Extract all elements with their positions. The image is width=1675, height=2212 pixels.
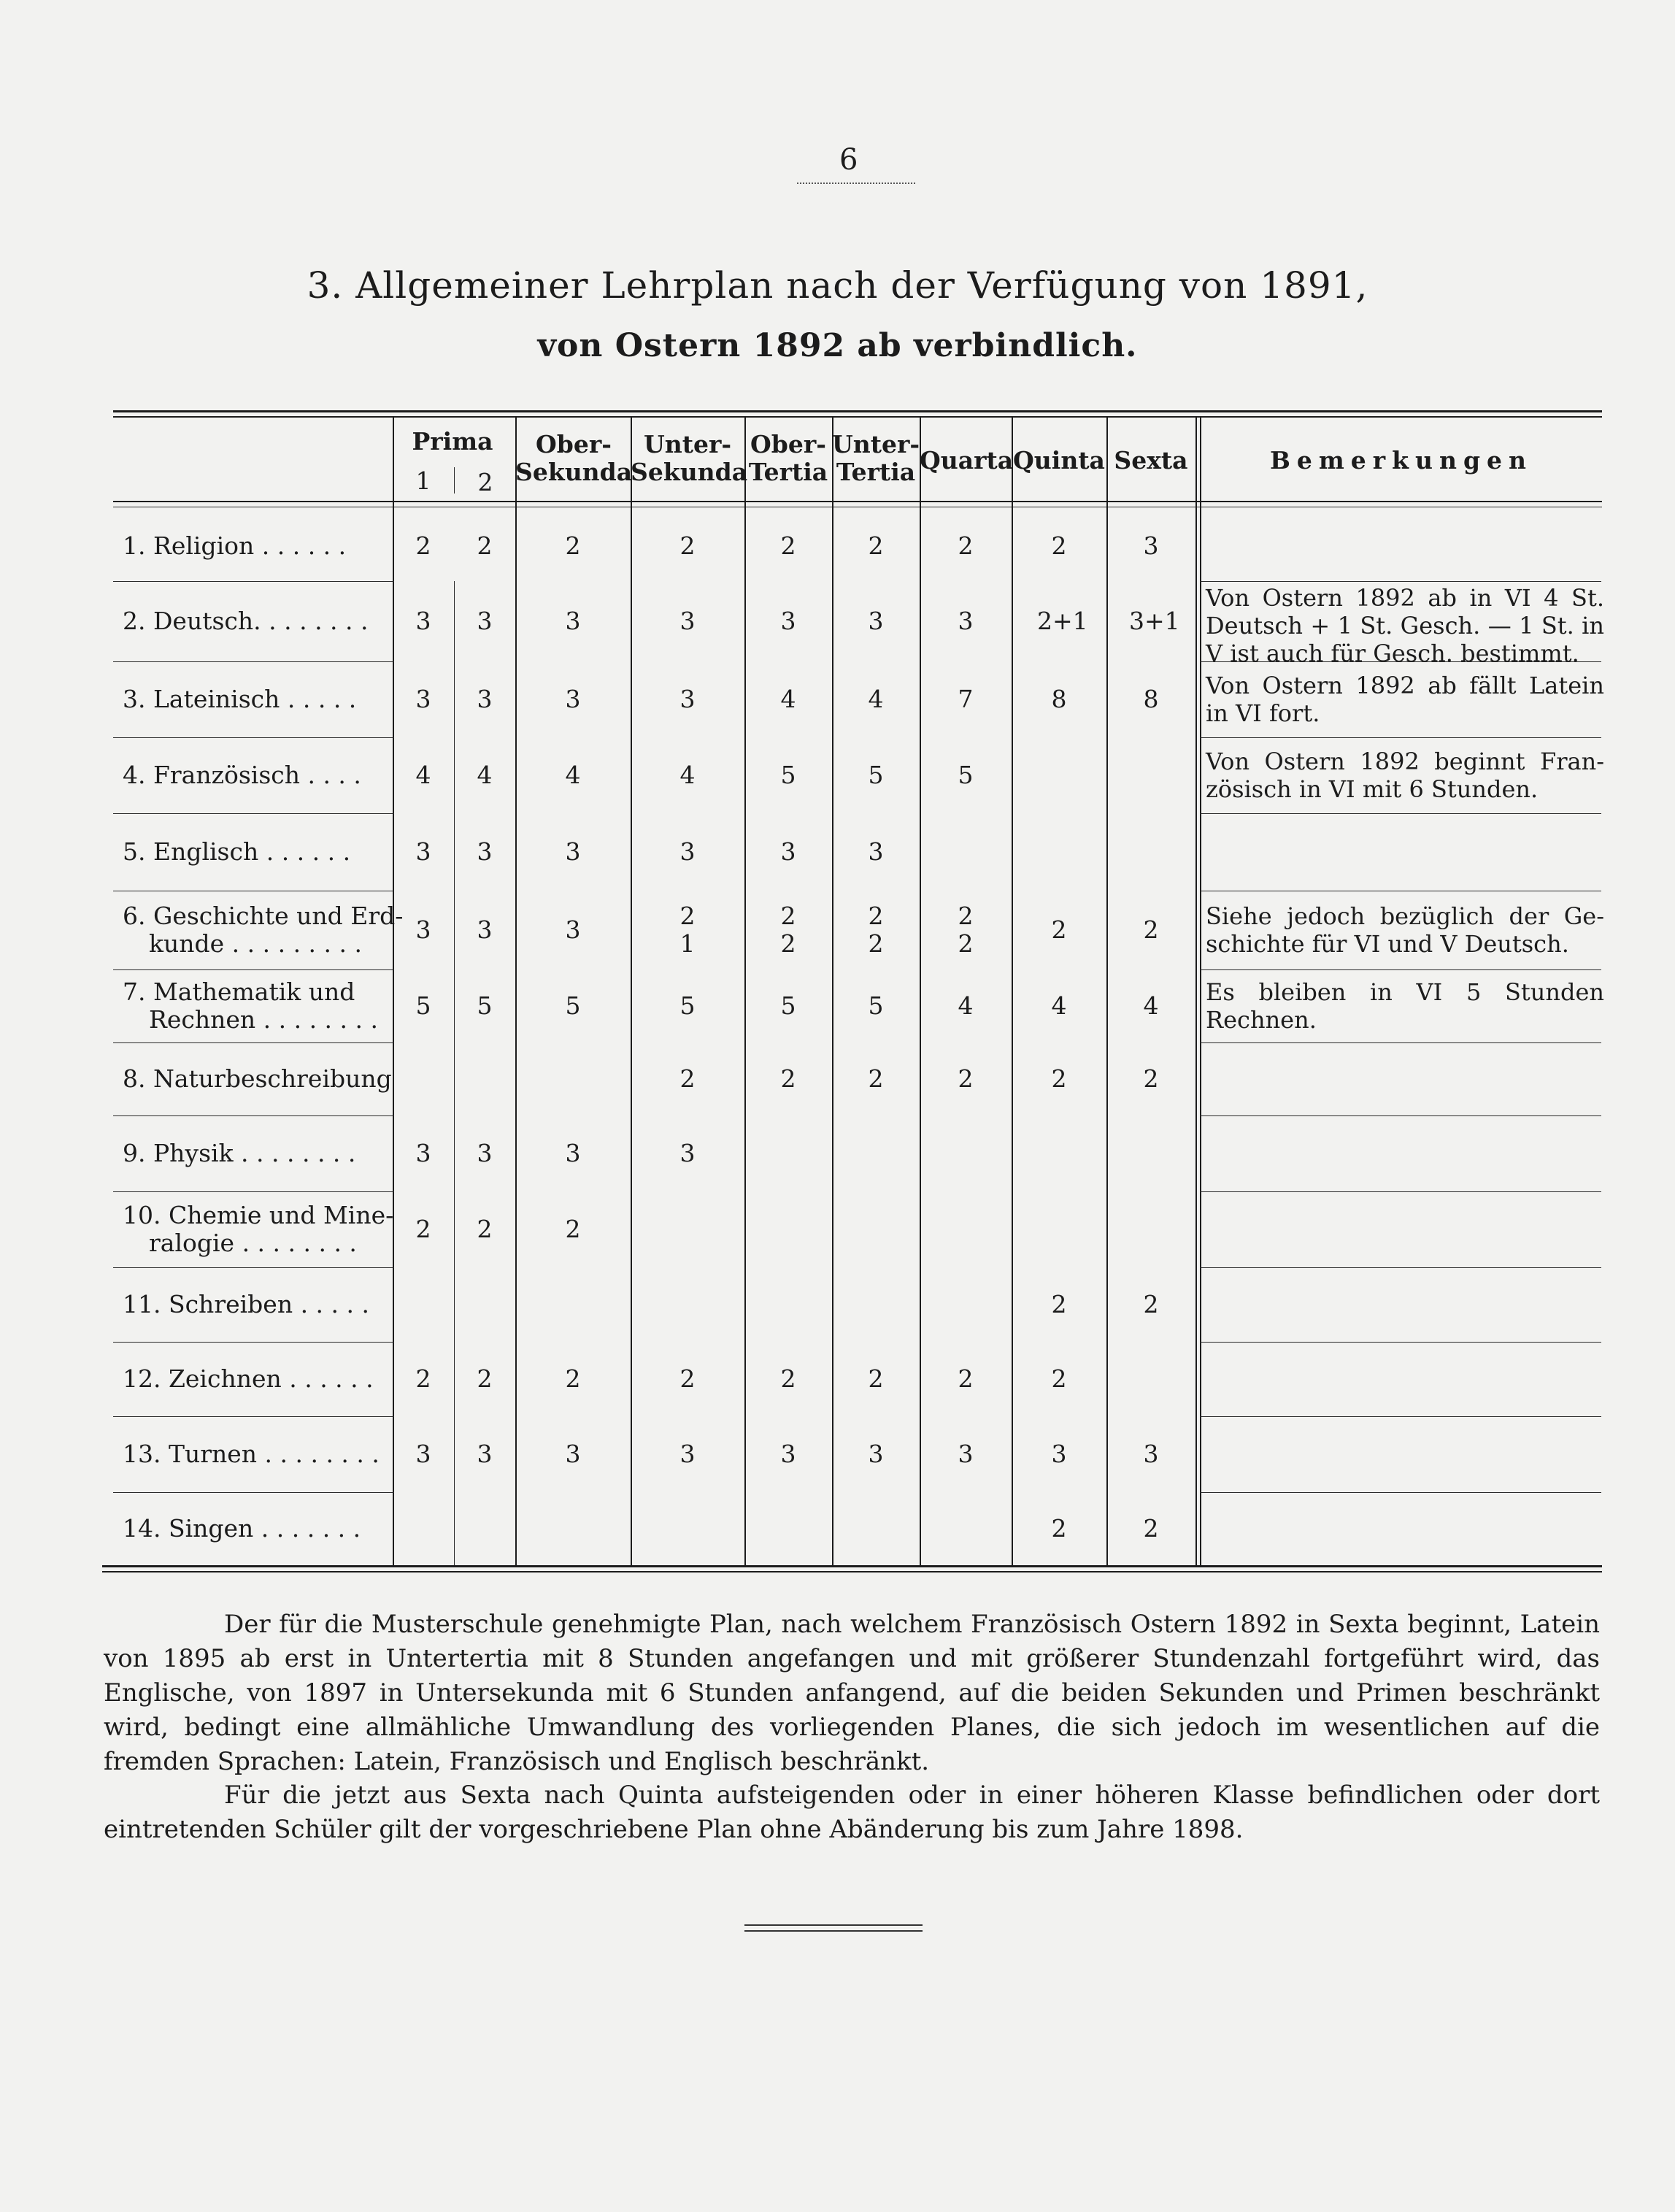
hours-value: 3 — [565, 685, 581, 713]
header-untersekunda-line2: Sekunda — [631, 458, 748, 486]
hours-value: 3 — [477, 837, 493, 866]
hours-value: 3 — [477, 1440, 493, 1468]
hours-value: 2 — [1051, 531, 1067, 560]
hours-value: 5 — [565, 991, 581, 1020]
hours-value: 2 — [868, 1364, 884, 1393]
header-bottom-rule — [113, 501, 1602, 502]
hours-value: 3 — [415, 837, 431, 866]
subject-label — [123, 1202, 393, 1257]
subject-label — [123, 1365, 374, 1393]
row-rule — [113, 581, 394, 582]
subject-label — [123, 532, 346, 560]
hours-value: 3 — [958, 1440, 974, 1468]
hours-value: 2 — [565, 531, 581, 560]
header-prima: Prima — [412, 427, 493, 456]
row-rule — [113, 1342, 394, 1343]
hours-value: 5 — [477, 991, 493, 1020]
subject-label-line: 7. Mathematik und — [123, 978, 355, 1006]
hours-value: 2 — [1051, 1064, 1067, 1093]
subject-label — [123, 761, 361, 789]
hours-value: 2 — [780, 1064, 796, 1093]
header-untertertia — [832, 431, 920, 486]
hours-value: 2 — [868, 1064, 884, 1093]
hours-value: 4 — [868, 685, 884, 713]
hours-value: 2 — [780, 531, 796, 560]
subject-label-line: 2. Deutsch. . . . . . . . — [123, 607, 369, 635]
subject-label — [123, 1440, 380, 1468]
header-untertertia-line2: Tertia — [836, 458, 916, 486]
hours-value: 2 — [477, 1364, 493, 1393]
row-rule — [113, 1416, 394, 1417]
hours-value: 2 — [415, 1364, 431, 1393]
remark-line: V ist auch für Gesch. bestimmt. — [1206, 640, 1579, 667]
hours-value: 4 — [958, 991, 974, 1020]
hours-value: 2 — [415, 1215, 431, 1243]
header-quinta: Quinta — [1013, 446, 1105, 475]
hours-value: 5 — [415, 991, 431, 1020]
subject-label-line: 8. Naturbeschreibung — [123, 1064, 392, 1093]
subject-label-line: 4. Französisch . . . . — [123, 761, 361, 789]
hours-value: 5 — [868, 761, 884, 789]
subject-label-line: Rechnen . . . . . . . . — [149, 1005, 378, 1034]
hours-value: 8 — [1143, 685, 1159, 713]
row-rule — [113, 1191, 394, 1192]
table-bottom-rule-2 — [102, 1571, 1602, 1572]
hours-value: 3 — [565, 837, 581, 866]
hours-value: 2 — [477, 531, 493, 560]
hours-value: 8 — [1051, 685, 1067, 713]
hours-value: 2 — [477, 1215, 493, 1243]
remark-line: zösisch in VI mit 6 Stunden. — [1206, 775, 1539, 803]
hours-value: 3 — [679, 607, 696, 635]
hours-value: 2 — [565, 1364, 581, 1393]
hours-value: 3 — [679, 1440, 696, 1468]
row-rule-remarks — [1200, 1492, 1601, 1493]
hours-value: 2 1 — [679, 902, 696, 958]
hours-value: 3 — [679, 685, 696, 713]
header-obersekunda-line2: Sekunda — [515, 458, 633, 486]
hours-value: 3 — [477, 1139, 493, 1167]
row-rule — [113, 969, 394, 970]
row-rule-remarks — [1200, 969, 1601, 970]
remark-line: Von Ostern 1892 beginnt Fran- — [1206, 748, 1604, 775]
header-obersekunda — [515, 431, 632, 486]
row-rule-remarks — [1200, 661, 1601, 662]
hours-value: 5 — [780, 991, 796, 1020]
row-rule-remarks — [1200, 581, 1601, 582]
col-line-untertertia — [832, 418, 833, 1565]
hours-value: 3 — [415, 1139, 431, 1167]
hours-value: 4 — [415, 761, 431, 789]
hours-value: 2+1 — [1037, 607, 1088, 635]
hours-value: 3 — [780, 837, 796, 866]
hours-value: 2 — [1051, 1290, 1067, 1318]
table-top-rule-2 — [113, 416, 1602, 418]
hours-value: 3 — [1051, 1440, 1067, 1468]
header-untersekunda-line1: Unter- — [643, 430, 732, 458]
row-rule-remarks — [1200, 1267, 1601, 1268]
header-obertertia — [744, 431, 832, 486]
hours-value: 2 2 — [958, 902, 974, 958]
hours-value: 3 — [780, 1440, 796, 1468]
header-obersekunda-line1: Ober- — [536, 430, 612, 458]
row-rule — [113, 737, 394, 738]
row-rule-remarks — [1200, 1115, 1601, 1116]
hours-value: 3 — [415, 1440, 431, 1468]
subject-label-line: 5. Englisch . . . . . . — [123, 837, 351, 866]
remark-line: in VI fort. — [1206, 699, 1320, 727]
hours-value: 2 — [958, 1364, 974, 1393]
hours-value: 3+1 — [1129, 607, 1180, 635]
col-line-remarks-2 — [1200, 418, 1201, 1565]
hours-value: 4 — [477, 761, 493, 789]
row-rule — [113, 661, 394, 662]
subject-label-line: 11. Schreiben . . . . . — [123, 1290, 369, 1318]
hours-value: 3 — [415, 915, 431, 944]
subject-label-line: 10. Chemie und Mine- — [123, 1201, 394, 1229]
subject-label — [123, 902, 403, 958]
hours-value: 4 — [679, 761, 696, 789]
subject-label — [123, 1291, 369, 1318]
hours-value: 2 — [1051, 1514, 1067, 1543]
hours-value: 5 — [958, 761, 974, 789]
hours-value: 2 — [565, 1215, 581, 1243]
col-line-obersekunda — [515, 418, 517, 1565]
table-top-rule — [113, 410, 1602, 412]
row-rule — [113, 813, 394, 814]
hours-value: 3 — [679, 1139, 696, 1167]
hours-value: 3 — [868, 607, 884, 635]
hours-value: 2 — [415, 531, 431, 560]
remark-line: Von Ostern 1892 ab fällt Latein — [1206, 672, 1604, 699]
hours-value: 2 — [1143, 915, 1159, 944]
hours-value: 2 — [958, 531, 974, 560]
row-rule-remarks — [1200, 1191, 1601, 1192]
hours-value: 3 — [565, 1440, 581, 1468]
hours-value: 3 — [780, 607, 796, 635]
closing-rule-2 — [744, 1930, 923, 1932]
subject-label-line: 6. Geschichte und Erd- — [123, 902, 404, 930]
hours-value: 2 — [1051, 915, 1067, 944]
hours-value: 3 — [868, 837, 884, 866]
col-line-quarta — [920, 418, 921, 1565]
table-bottom-rule — [102, 1565, 1602, 1567]
hours-value: 2 — [1143, 1514, 1159, 1543]
subject-label — [123, 686, 356, 713]
subject-label-line: 13. Turnen . . . . . . . . — [123, 1440, 380, 1468]
paragraph-1: Der für die Musterschule genehmigte Plan, nach welchem Französisch Ostern 1892 in Sexta beginnt, Latein von 1895 ab erst in Untertertia mit 8 Stunden angefangen und mit größerer Stundenzahl fortgeführt wird, das Englische, von 1897 in Untersekunda mit 6 Stunden anfangend, auf die beiden Sekunden und Primen beschränkt wird, bedingt eine allmähliche Umwandlung des vorliegenden Planes, die sich jedoch im wesentlichen auf die fremden Sprachen: Latein, Französisch und Englisch beschränkt. — [104, 1610, 1600, 1776]
col-line-prima — [454, 581, 455, 1565]
row-rule — [113, 1492, 394, 1493]
hours-value: 5 — [868, 991, 884, 1020]
hours-value: 7 — [958, 685, 974, 713]
row-rule-remarks — [1200, 1042, 1601, 1043]
hours-value: 3 — [1143, 1440, 1159, 1468]
col-line-sexta — [1106, 418, 1108, 1565]
remark-line: Deutsch + 1 St. Gesch. — 1 St. in — [1206, 612, 1604, 640]
row-rule — [113, 1115, 394, 1116]
heading-line-2: von Ostern 1892 ab verbindlich. — [537, 327, 1138, 364]
hours-value: 5 — [679, 991, 696, 1020]
subject-label — [123, 607, 369, 635]
heading-line-1: 3. Allgemeiner Lehrplan nach der Verfügung von 1891, — [307, 264, 1368, 307]
subject-label-line: ralogie . . . . . . . . — [149, 1229, 357, 1257]
row-rule-remarks — [1200, 1342, 1601, 1343]
header-quarta: Quarta — [920, 446, 1014, 475]
remark-line: schichte für VI und V Deutsch. — [1206, 930, 1569, 958]
hours-value: 3 — [679, 837, 696, 866]
header-sexta: Sexta — [1114, 446, 1188, 475]
header-prima-1: 1 — [415, 466, 431, 495]
row-rule — [113, 1267, 394, 1268]
hours-value: 2 — [1143, 1290, 1159, 1318]
subject-label — [123, 1140, 355, 1167]
hours-value: 2 — [679, 1364, 696, 1393]
subject-label — [123, 1515, 361, 1543]
row-rule-remarks — [1200, 813, 1601, 814]
hours-value: 3 — [415, 607, 431, 635]
remark-line: Siehe jedoch bezüglich der Ge- — [1206, 902, 1604, 930]
col-line-untersekunda — [631, 418, 632, 1565]
subject-label-line: 14. Singen . . . . . . . — [123, 1514, 361, 1543]
paragraph-2: Für die jetzt aus Sexta nach Quinta aufsteigenden oder in einer höheren Klasse befindlichen oder dort eintretenden Schüler gilt der vorgeschriebene Plan ohne Abänderung bis zum Jahre 1898. — [104, 1781, 1600, 1844]
hours-value: 3 — [477, 915, 493, 944]
col-line-remarks-1 — [1195, 418, 1197, 1565]
hours-value: 2 — [780, 1364, 796, 1393]
hours-value: 2 — [679, 1064, 696, 1093]
page-number-rule — [797, 183, 915, 184]
subject-label — [123, 838, 350, 866]
col-line-obertertia — [744, 418, 746, 1565]
header-untersekunda — [631, 430, 748, 486]
header-obertertia-line1: Ober- — [750, 430, 826, 458]
header-remarks: Bemerkungen — [1269, 446, 1533, 475]
hours-value: 2 2 — [780, 902, 796, 958]
hours-value: 3 — [415, 685, 431, 713]
header-obertertia-line2: Tertia — [748, 458, 828, 486]
header-untertertia-line1: Unter- — [832, 430, 920, 458]
row-rule-remarks — [1200, 737, 1601, 738]
hours-value: 3 — [565, 607, 581, 635]
subject-label — [123, 1065, 392, 1093]
subject-label-line: 12. Zeichnen . . . . . . — [123, 1364, 374, 1393]
subject-label-line: 9. Physik . . . . . . . . — [123, 1139, 356, 1167]
hours-value: 2 — [1143, 1064, 1159, 1093]
closing-rule — [744, 1924, 923, 1926]
hours-value: 3 — [565, 1139, 581, 1167]
hours-value: 3 — [868, 1440, 884, 1468]
row-rule — [113, 1042, 394, 1043]
hours-value: 3 — [477, 685, 493, 713]
hours-value: 2 — [679, 531, 696, 560]
subject-label — [123, 978, 378, 1034]
hours-value: 5 — [780, 761, 796, 789]
hours-value: 2 — [958, 1064, 974, 1093]
col-line-quinta — [1012, 418, 1013, 1565]
subject-label-line: 1. Religion . . . . . . — [123, 531, 347, 560]
hours-value: 2 2 — [868, 902, 884, 958]
remark-line: Rechnen. — [1206, 1006, 1317, 1034]
col-line-subject — [393, 418, 394, 1565]
subject-label-line: kunde . . . . . . . . . — [149, 929, 362, 958]
hours-value: 4 — [1051, 991, 1067, 1020]
page-number: 6 — [839, 143, 858, 177]
hours-value: 3 — [1143, 531, 1159, 560]
header-prima-2: 2 — [477, 468, 493, 496]
hours-value: 4 — [565, 761, 581, 789]
row-rule-remarks — [1200, 1416, 1601, 1417]
hours-value: 2 — [1051, 1364, 1067, 1393]
hours-value: 4 — [780, 685, 796, 713]
remark-line: Es bleiben in VI 5 Stunden — [1206, 978, 1604, 1006]
remark-line: Von Ostern 1892 ab in VI 4 St. — [1206, 584, 1604, 612]
hours-value: 3 — [477, 607, 493, 635]
hours-value: 4 — [1143, 991, 1159, 1020]
hours-value: 3 — [565, 915, 581, 944]
subject-label-line: 3. Lateinisch . . . . . — [123, 685, 357, 713]
hours-value: 2 — [868, 531, 884, 560]
hours-value: 3 — [958, 607, 974, 635]
header-prima-divider — [454, 467, 455, 494]
